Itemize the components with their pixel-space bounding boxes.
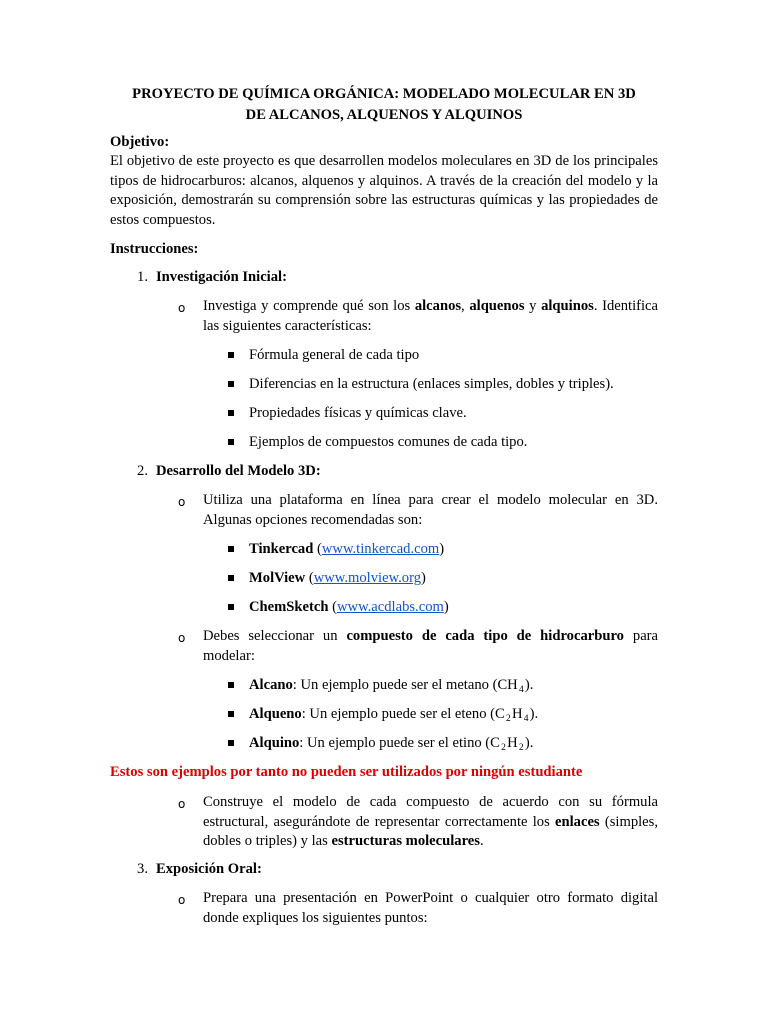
example-end: ). (529, 706, 539, 722)
title-line-2: DE ALCANOS, ALQUENOS Y ALQUINOS (245, 107, 523, 123)
step-1-item-a-sep2: y (524, 298, 542, 314)
warning-text: Estos son ejemplos por tanto no pueden ser utilizados por ningún estudiante (110, 764, 583, 780)
square-bullet-icon (228, 575, 234, 581)
square-bullet-icon (228, 740, 234, 746)
square-bullet-icon (228, 711, 234, 717)
step-2-heading: Desarrollo del Modelo 3D: (156, 463, 321, 479)
square-bullet-icon (228, 546, 234, 552)
example-text: : Un ejemplo puede ser el eteno ( (301, 706, 496, 722)
step-1-number: 1. (137, 269, 148, 285)
acdlabs-link[interactable]: www.acdlabs.com (336, 599, 444, 615)
step-1-item-a (203, 297, 658, 336)
step-2-item-c (203, 793, 658, 852)
paren-open: ( (328, 599, 337, 615)
title-line-1: PROYECTO DE QUÍMICA ORGÁNICA: MODELADO MOLECULAR EN 3D (132, 86, 636, 102)
step-2-item-b-post: para modelar: (203, 628, 659, 664)
step-3-number: 3. (137, 861, 148, 877)
tool-name: ChemSketch (249, 599, 329, 615)
circle-bullet-icon: o (178, 631, 186, 645)
step-1-item-a-sep1: , (461, 298, 470, 314)
square-bullet-icon (228, 381, 234, 387)
step-2-item-b-bold: compuesto de cada tipo de hidrocarburo (346, 628, 624, 644)
formula-part: H (507, 735, 518, 751)
formula-part: H (511, 706, 523, 722)
step-2-item-a: Utiliza una plataforma en línea para crear el modelo molecular en 3D. Algunas opciones recomendadas son: (203, 492, 658, 528)
example-name: Alquino (249, 735, 300, 751)
formula-part: C (495, 706, 505, 722)
example-alcano (249, 676, 533, 696)
step-2-item-b-pre: Debes seleccionar un (203, 628, 347, 644)
example-name: Alqueno (249, 706, 302, 722)
term-alquenos: alquenos (469, 298, 525, 314)
step-2-item-b (203, 627, 658, 666)
tinkercad-link[interactable]: www.tinkercad.com (321, 541, 440, 557)
example-alquino (249, 734, 533, 754)
circle-bullet-icon: o (178, 495, 186, 509)
square-bullet-icon (228, 352, 234, 358)
circle-bullet-icon: o (178, 797, 186, 811)
formula-subscript: 4 (518, 685, 524, 695)
formula-subscript: 2 (518, 743, 524, 753)
list-item: Propiedades físicas y químicas clave. (249, 405, 467, 421)
formula-part: C (490, 735, 500, 751)
step-2-number: 2. (137, 463, 148, 479)
square-bullet-icon (228, 604, 234, 610)
objective-heading: Objetivo: (110, 134, 170, 150)
list-item: Fórmula general de cada tipo (249, 347, 420, 363)
step-1-heading: Investigación Inicial: (156, 269, 287, 285)
formula-subscript: 2 (501, 743, 506, 753)
step-2-item-c-pre: Construye el modelo de cada compuesto de acuerdo con su fórmula estructural, asegurándote de representar correctamente los (203, 794, 658, 830)
example-end: ). (524, 735, 534, 751)
list-item: Diferencias en la estructura (enlaces simples, dobles y triples). (249, 376, 614, 392)
term-enlaces: enlaces (555, 813, 600, 830)
formula-subscript: 4 (523, 714, 529, 724)
paren-open: ( (305, 570, 314, 586)
example-text: : Un ejemplo puede ser el etino ( (299, 735, 491, 751)
step-3-heading: Exposición Oral: (156, 861, 262, 877)
formula-subscript: 2 (505, 714, 511, 724)
square-bullet-icon (228, 439, 234, 445)
term-alquinos: alquinos (541, 298, 594, 314)
paren-open: ( (313, 541, 322, 557)
square-bullet-icon (228, 410, 234, 416)
formula-part: CH (497, 677, 518, 693)
objective-text: El objetivo de este proyecto es que desarrollen modelos moleculares en 3D de los principales tipos de hidrocarburos: alcanos, alquenos y alquinos. A través de la creación del modelo y la exposición, demostrarán su comprensión sobre las estructuras químicas y las propiedades de estos compuestos. (110, 153, 658, 228)
step-3-item-a: Prepara una presentación en PowerPoint o cualquier otro formato digital donde expliques los siguientes puntos: (203, 890, 658, 926)
circle-bullet-icon: o (178, 301, 186, 315)
list-item: Ejemplos de compuestos comunes de cada tipo. (249, 434, 528, 450)
instructions-heading: Instrucciones: (110, 241, 199, 257)
step-1-item-a-post: . Identifica las siguientes características: (203, 298, 659, 334)
example-end: ). (524, 677, 534, 693)
tool-chemsketch (249, 598, 449, 618)
step-2-item-c-mid: (simples, dobles o triples) y las (203, 813, 658, 849)
step-1-item-a-pre: Investiga y comprende qué son los (203, 298, 415, 314)
example-text: : Un ejemplo puede ser el metano ( (292, 677, 498, 693)
step-2-item-c-post: . (479, 833, 484, 849)
tool-tinkercad (249, 540, 444, 560)
term-estructuras-moleculares: estructuras moleculares (331, 833, 480, 849)
example-name: Alcano (249, 677, 293, 693)
tool-molview (249, 569, 426, 589)
molview-link[interactable]: www.molview.org (313, 570, 421, 586)
tool-name: MolView (249, 570, 306, 586)
paren-close: ) (443, 599, 449, 615)
example-alqueno (249, 705, 538, 725)
term-alcanos: alcanos (414, 298, 462, 314)
paren-close: ) (439, 541, 445, 557)
square-bullet-icon (228, 682, 234, 688)
tool-name: Tinkercad (249, 541, 314, 557)
circle-bullet-icon: o (178, 893, 186, 907)
paren-close: ) (421, 570, 426, 586)
document-title (110, 84, 658, 126)
